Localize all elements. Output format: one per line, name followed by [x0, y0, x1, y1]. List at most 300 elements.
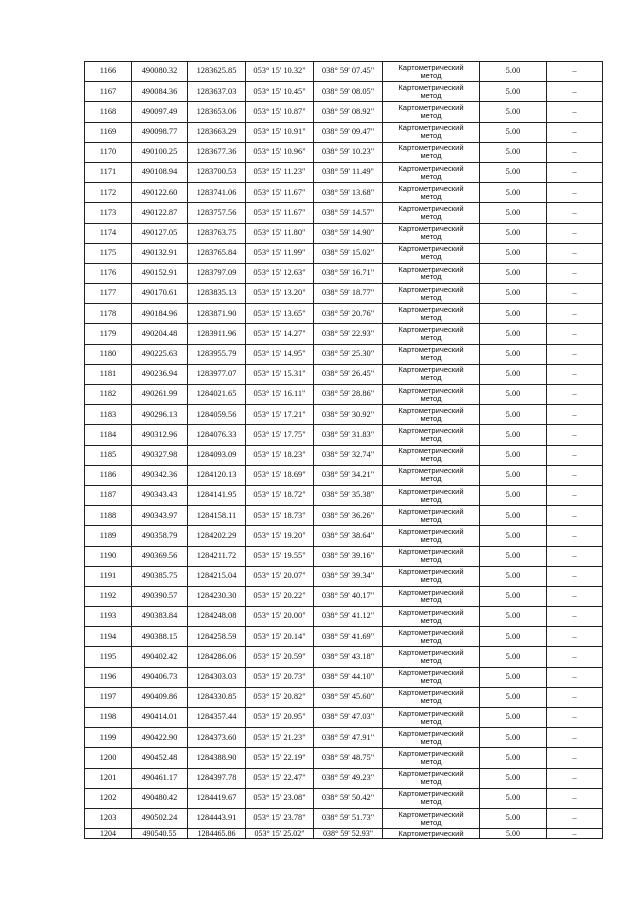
method-line-1: Картометрический — [398, 809, 464, 819]
method-line-2: метод — [420, 413, 442, 423]
latitude-cell: 053° 15' 23.78" — [246, 808, 314, 828]
latitude-cell: 053° 15' 19.20" — [246, 526, 314, 546]
latitude-cell: 053° 15' 10.96" — [246, 142, 314, 162]
method-line-2: метод — [420, 272, 442, 282]
accuracy-cell: 5.00 — [480, 263, 547, 283]
table-row — [85, 183, 603, 203]
method-line-2: метод — [420, 494, 442, 504]
latitude-cell: 053° 15' 18.69" — [246, 465, 314, 485]
coord-x-cell: 490152.91 — [132, 263, 188, 283]
latitude-cell: 053° 15' 10.91" — [246, 122, 314, 142]
table-row — [85, 788, 603, 808]
point-number-cell: 1197 — [85, 687, 132, 707]
coord-x-cell: 490236.94 — [132, 364, 188, 384]
coord-y-cell: 1283677.36 — [188, 142, 246, 162]
coord-x-cell: 490343.43 — [132, 485, 188, 505]
description-cell: – — [547, 485, 603, 505]
method-line-2: метод — [420, 70, 442, 80]
latitude-cell: 053° 15' 10.45" — [246, 82, 314, 102]
accuracy-cell: 5.00 — [480, 284, 547, 304]
coord-y-cell: 1283741.06 — [188, 183, 246, 203]
coord-y-cell: 1284211.72 — [188, 546, 246, 566]
method-line-1: Картометрический — [398, 567, 464, 577]
description-cell: – — [547, 586, 603, 606]
table-row — [85, 364, 603, 384]
description-cell: – — [547, 607, 603, 627]
longitude-cell: 038° 59' 14.57" — [314, 203, 383, 223]
accuracy-cell: 5.00 — [480, 526, 547, 546]
accuracy-cell: 5.00 — [480, 82, 547, 102]
description-cell: – — [547, 122, 603, 142]
method-line-1: Картометрический — [398, 668, 464, 678]
method-cell — [383, 485, 480, 505]
longitude-cell: 038° 59' 18.77" — [314, 284, 383, 304]
accuracy-cell: 5.00 — [480, 546, 547, 566]
coord-y-cell: 1283625.85 — [188, 62, 246, 82]
coord-x-cell: 490409.86 — [132, 687, 188, 707]
table-row — [85, 748, 603, 768]
method-line-2: метод — [420, 131, 442, 141]
coord-x-cell: 490480.42 — [132, 788, 188, 808]
accuracy-cell: 5.00 — [480, 788, 547, 808]
latitude-cell: 053° 15' 20.22" — [246, 586, 314, 606]
accuracy-cell: 5.00 — [480, 808, 547, 828]
table-row — [85, 647, 603, 667]
accuracy-cell: 5.00 — [480, 62, 547, 82]
latitude-cell: 053° 15' 11.23" — [246, 162, 314, 182]
method-cell — [383, 506, 480, 526]
method-line-1: Картометрический — [398, 325, 464, 335]
point-number-cell: 1192 — [85, 586, 132, 606]
latitude-cell: 053° 15' 16.11" — [246, 385, 314, 405]
longitude-cell: 038° 59' 48.75" — [314, 748, 383, 768]
coord-y-cell: 1284093.09 — [188, 445, 246, 465]
method-line-2: метод — [420, 312, 442, 322]
table-row — [85, 526, 603, 546]
description-cell: – — [547, 465, 603, 485]
coord-y-cell: 1284120.13 — [188, 465, 246, 485]
point-number-cell: 1185 — [85, 445, 132, 465]
latitude-cell: 053° 15' 19.55" — [246, 546, 314, 566]
method-line-2: метод — [420, 716, 442, 726]
method-line-1: Картометрический — [398, 224, 464, 234]
method-line-2: метод — [420, 615, 442, 625]
method-cell — [383, 263, 480, 283]
method-line-2: метод — [420, 151, 442, 161]
method-line-1: Картометрический — [398, 828, 464, 838]
method-cell — [383, 304, 480, 324]
method-line-2: метод — [420, 575, 442, 585]
coord-y-cell: 1284388.90 — [188, 748, 246, 768]
coord-x-cell: 490127.05 — [132, 223, 188, 243]
table-row — [85, 607, 603, 627]
coord-x-cell: 490452.48 — [132, 748, 188, 768]
latitude-cell: 053° 15' 20.73" — [246, 667, 314, 687]
method-line-1: Картометрический — [398, 547, 464, 557]
accuracy-cell: 5.00 — [480, 465, 547, 485]
point-number-cell: 1182 — [85, 385, 132, 405]
method-line-2: метод — [420, 736, 442, 746]
description-cell: – — [547, 142, 603, 162]
method-line-2: метод — [420, 595, 442, 605]
latitude-cell: 053° 15' 11.80" — [246, 223, 314, 243]
accuracy-cell: 5.00 — [480, 102, 547, 122]
coord-x-cell: 490204.48 — [132, 324, 188, 344]
method-line-2: метод — [420, 817, 442, 827]
coord-x-cell: 490383.84 — [132, 607, 188, 627]
method-cell — [383, 566, 480, 586]
longitude-cell: 038° 59' 38.64" — [314, 526, 383, 546]
longitude-cell: 038° 59' 13.68" — [314, 183, 383, 203]
description-cell: – — [547, 385, 603, 405]
longitude-cell: 038° 59' 32.74" — [314, 445, 383, 465]
table-row — [85, 102, 603, 122]
accuracy-cell: 5.00 — [480, 748, 547, 768]
longitude-cell: 038° 59' 47.03" — [314, 708, 383, 728]
description-cell: – — [547, 405, 603, 425]
point-number-cell: 1195 — [85, 647, 132, 667]
method-line-1: Картометрический — [398, 708, 464, 718]
point-number-cell: 1189 — [85, 526, 132, 546]
method-line-1: Картометрический — [398, 203, 464, 213]
method-cell — [383, 708, 480, 728]
description-cell: – — [547, 829, 603, 839]
point-number-cell: 1199 — [85, 728, 132, 748]
accuracy-cell: 5.00 — [480, 627, 547, 647]
accuracy-cell: 5.00 — [480, 243, 547, 263]
coord-y-cell: 1283637.03 — [188, 82, 246, 102]
latitude-cell: 053° 15' 20.95" — [246, 708, 314, 728]
method-line-1: Картометрический — [398, 345, 464, 355]
accuracy-cell: 5.00 — [480, 162, 547, 182]
coord-y-cell: 1284215.04 — [188, 566, 246, 586]
method-line-2: метод — [420, 433, 442, 443]
accuracy-cell: 5.00 — [480, 445, 547, 465]
method-cell — [383, 687, 480, 707]
method-cell — [383, 748, 480, 768]
method-line-1: Картометрический — [398, 466, 464, 476]
method-cell — [383, 425, 480, 445]
method-line-1: Картометрический — [398, 426, 464, 435]
accuracy-cell: 5.00 — [480, 566, 547, 586]
method-cell — [383, 647, 480, 667]
table-row — [85, 808, 603, 828]
method-cell — [383, 445, 480, 465]
method-cell — [383, 385, 480, 405]
coord-y-cell: 1284330.85 — [188, 687, 246, 707]
latitude-cell: 053° 15' 14.95" — [246, 344, 314, 364]
point-number-cell: 1193 — [85, 607, 132, 627]
longitude-cell: 038° 59' 25.30" — [314, 344, 383, 364]
method-cell — [383, 364, 480, 384]
point-number-cell: 1188 — [85, 506, 132, 526]
accuracy-cell: 5.00 — [480, 203, 547, 223]
longitude-cell: 038° 59' 41.12" — [314, 607, 383, 627]
latitude-cell: 053° 15' 20.00" — [246, 607, 314, 627]
method-cell — [383, 324, 480, 344]
table-row — [85, 445, 603, 465]
point-number-cell: 1178 — [85, 304, 132, 324]
description-cell: – — [547, 162, 603, 182]
coord-x-cell: 490084.36 — [132, 82, 188, 102]
method-cell — [383, 344, 480, 364]
longitude-cell: 038° 59' 26.45" — [314, 364, 383, 384]
table-row — [85, 344, 603, 364]
point-number-cell: 1179 — [85, 324, 132, 344]
table-row — [85, 62, 603, 82]
coord-x-cell: 490388.15 — [132, 627, 188, 647]
coord-x-cell: 490414.01 — [132, 708, 188, 728]
method-line-1: Картометрический — [398, 284, 464, 294]
description-cell: – — [547, 566, 603, 586]
accuracy-cell: 5.00 — [480, 183, 547, 203]
longitude-cell: 038° 59' 07.45" — [314, 62, 383, 82]
method-cell — [383, 62, 480, 82]
longitude-cell: 038° 59' 43.18" — [314, 647, 383, 667]
latitude-cell: 053° 15' 17.75" — [246, 425, 314, 445]
coord-x-cell: 490100.25 — [132, 142, 188, 162]
description-cell: – — [547, 425, 603, 445]
method-line-2: метод — [420, 676, 442, 686]
table-row — [85, 304, 603, 324]
coordinates-table — [84, 61, 603, 839]
latitude-cell: 053° 15' 22.19" — [246, 748, 314, 768]
coord-y-cell: 1284141.95 — [188, 485, 246, 505]
method-line-2: метод — [420, 252, 442, 262]
point-number-cell: 1180 — [85, 344, 132, 364]
method-line-2: метод — [420, 635, 442, 645]
longitude-cell: 038° 59' 30.92" — [314, 405, 383, 425]
accuracy-cell: 5.00 — [480, 728, 547, 748]
description-cell: – — [547, 82, 603, 102]
coord-x-cell: 490502.24 — [132, 808, 188, 828]
method-line-1: Картометрический — [398, 405, 464, 415]
table-row — [85, 708, 603, 728]
method-line-2: метод — [420, 534, 442, 544]
table-row — [85, 385, 603, 405]
coord-y-cell: 1283835.13 — [188, 284, 246, 304]
description-cell: – — [547, 627, 603, 647]
coord-x-cell: 490540.55 — [132, 829, 188, 839]
table-row — [85, 162, 603, 182]
coord-y-cell: 1284286.06 — [188, 647, 246, 667]
coord-x-cell: 490358.79 — [132, 526, 188, 546]
coord-x-cell: 490170.61 — [132, 284, 188, 304]
longitude-cell: 038° 59' 09.47" — [314, 122, 383, 142]
point-number-cell: 1198 — [85, 708, 132, 728]
description-cell: – — [547, 808, 603, 828]
longitude-cell: 038° 59' 39.34" — [314, 566, 383, 586]
longitude-cell: 038° 59' 41.69" — [314, 627, 383, 647]
method-line-1: Картометрический — [398, 749, 464, 758]
method-line-1: Картометрический — [398, 789, 464, 799]
method-line-2: метод — [420, 777, 442, 787]
table-row — [85, 546, 603, 566]
table-row — [85, 566, 603, 586]
method-line-1: Картометрический — [398, 304, 464, 314]
accuracy-cell: 5.00 — [480, 425, 547, 445]
point-number-cell: 1204 — [85, 829, 132, 839]
method-line-1: Картометрический — [398, 506, 464, 516]
description-cell: – — [547, 203, 603, 223]
description-cell: – — [547, 647, 603, 667]
point-number-cell: 1181 — [85, 364, 132, 384]
latitude-cell: 053° 15' 18.23" — [246, 445, 314, 465]
accuracy-cell: 5.00 — [480, 708, 547, 728]
longitude-cell: 038° 59' 39.16" — [314, 546, 383, 566]
coord-y-cell: 1284248.08 — [188, 607, 246, 627]
description-cell: – — [547, 223, 603, 243]
point-number-cell: 1171 — [85, 162, 132, 182]
longitude-cell: 038° 59' 36.26" — [314, 506, 383, 526]
method-cell — [383, 546, 480, 566]
longitude-cell: 038° 59' 31.83" — [314, 425, 383, 445]
method-cell — [383, 162, 480, 182]
method-line-2: метод — [420, 514, 442, 524]
point-number-cell: 1200 — [85, 748, 132, 768]
coord-y-cell: 1284076.33 — [188, 425, 246, 445]
table-row — [85, 223, 603, 243]
table-row — [85, 324, 603, 344]
coord-y-cell: 1283871.90 — [188, 304, 246, 324]
coord-y-cell: 1284158.11 — [188, 506, 246, 526]
method-line-1: Картометрический — [398, 728, 464, 738]
description-cell: – — [547, 62, 603, 82]
table-row — [85, 465, 603, 485]
longitude-cell: 038° 59' 16.71" — [314, 263, 383, 283]
method-line-1: Картометрический — [398, 244, 464, 254]
point-number-cell: 1187 — [85, 485, 132, 505]
description-cell: – — [547, 506, 603, 526]
method-line-2: метод — [420, 292, 442, 302]
table-row — [85, 485, 603, 505]
description-cell: – — [547, 526, 603, 546]
point-number-cell: 1169 — [85, 122, 132, 142]
latitude-cell: 053° 15' 13.20" — [246, 284, 314, 304]
description-cell: – — [547, 344, 603, 364]
table-row — [85, 768, 603, 788]
accuracy-cell: 5.00 — [480, 304, 547, 324]
coord-x-cell: 490132.91 — [132, 243, 188, 263]
coord-y-cell: 1284419.67 — [188, 788, 246, 808]
accuracy-cell: 5.00 — [480, 586, 547, 606]
description-cell: – — [547, 284, 603, 304]
coord-x-cell: 490225.63 — [132, 344, 188, 364]
accuracy-cell: 5.00 — [480, 364, 547, 384]
coord-y-cell: 1283757.56 — [188, 203, 246, 223]
method-line-1: Картометрический — [398, 365, 464, 375]
longitude-cell: 038° 59' 34.21" — [314, 465, 383, 485]
point-number-cell: 1170 — [85, 142, 132, 162]
coord-y-cell: 1284230.30 — [188, 586, 246, 606]
coord-x-cell: 490261.99 — [132, 385, 188, 405]
coord-y-cell: 1283955.79 — [188, 344, 246, 364]
coord-x-cell: 490080.32 — [132, 62, 188, 82]
coord-y-cell: 1284443.91 — [188, 808, 246, 828]
description-cell: – — [547, 243, 603, 263]
latitude-cell: 053° 15' 10.32" — [246, 62, 314, 82]
method-line-2: метод — [420, 454, 442, 464]
longitude-cell: 038° 59' 11.49" — [314, 162, 383, 182]
table-row — [85, 405, 603, 425]
method-line-1: Картометрический — [398, 123, 464, 133]
method-line-1: Картометрический — [398, 648, 464, 658]
description-cell: – — [547, 324, 603, 344]
method-line-1: Картометрический — [398, 607, 464, 617]
longitude-cell: 038° 59' 35.38" — [314, 485, 383, 505]
description-cell: – — [547, 546, 603, 566]
coord-x-cell: 490312.96 — [132, 425, 188, 445]
point-number-cell: 1176 — [85, 263, 132, 283]
coord-x-cell: 490406.73 — [132, 667, 188, 687]
method-cell — [383, 627, 480, 647]
longitude-cell: 038° 59' 50.42" — [314, 788, 383, 808]
coord-y-cell: 1283765.84 — [188, 243, 246, 263]
accuracy-cell: 5.00 — [480, 829, 547, 839]
table-row — [85, 829, 603, 839]
accuracy-cell: 5.00 — [480, 344, 547, 364]
method-line-1: Картометрический — [398, 385, 464, 395]
latitude-cell: 053° 15' 17.21" — [246, 405, 314, 425]
method-line-2: метод — [420, 191, 442, 201]
point-number-cell: 1166 — [85, 62, 132, 82]
latitude-cell: 053° 15' 21.23" — [246, 728, 314, 748]
longitude-cell: 038° 59' 51.73" — [314, 808, 383, 828]
point-number-cell: 1167 — [85, 82, 132, 102]
method-cell — [383, 465, 480, 485]
latitude-cell: 053° 15' 11.67" — [246, 183, 314, 203]
point-number-cell: 1190 — [85, 546, 132, 566]
longitude-cell: 038° 59' 08.05" — [314, 82, 383, 102]
latitude-cell: 053° 15' 15.31" — [246, 364, 314, 384]
accuracy-cell: 5.00 — [480, 647, 547, 667]
latitude-cell: 053° 15' 20.14" — [246, 627, 314, 647]
accuracy-cell: 5.00 — [480, 607, 547, 627]
table-row — [85, 667, 603, 687]
coord-x-cell: 490402.42 — [132, 647, 188, 667]
longitude-cell: 038° 59' 08.92" — [314, 102, 383, 122]
table-row — [85, 687, 603, 707]
coord-y-cell: 1284397.78 — [188, 768, 246, 788]
table-row — [85, 284, 603, 304]
latitude-cell: 053° 15' 13.65" — [246, 304, 314, 324]
latitude-cell: 053° 15' 12.63" — [246, 263, 314, 283]
method-line-2: метод — [420, 797, 442, 807]
accuracy-cell: 5.00 — [480, 122, 547, 142]
latitude-cell: 053° 15' 20.59" — [246, 647, 314, 667]
method-line-1: Картометрический — [398, 103, 464, 112]
method-line-2: метод — [420, 756, 442, 766]
point-number-cell: 1202 — [85, 788, 132, 808]
coord-y-cell: 1283663.29 — [188, 122, 246, 142]
table-row — [85, 263, 603, 283]
method-line-2: метод — [420, 110, 442, 120]
method-line-1: Картометрический — [398, 526, 464, 536]
coord-x-cell: 490097.49 — [132, 102, 188, 122]
description-cell: – — [547, 364, 603, 384]
point-number-cell: 1196 — [85, 667, 132, 687]
method-line-2: метод — [420, 696, 442, 706]
method-cell — [383, 526, 480, 546]
longitude-cell: 038° 59' 20.76" — [314, 304, 383, 324]
description-cell: – — [547, 667, 603, 687]
latitude-cell: 053° 15' 20.82" — [246, 687, 314, 707]
point-number-cell: 1172 — [85, 183, 132, 203]
method-line-1: Картометрический — [398, 183, 464, 193]
description-cell: – — [547, 687, 603, 707]
coord-x-cell: 490296.13 — [132, 405, 188, 425]
longitude-cell: 038° 59' 45.60" — [314, 687, 383, 707]
